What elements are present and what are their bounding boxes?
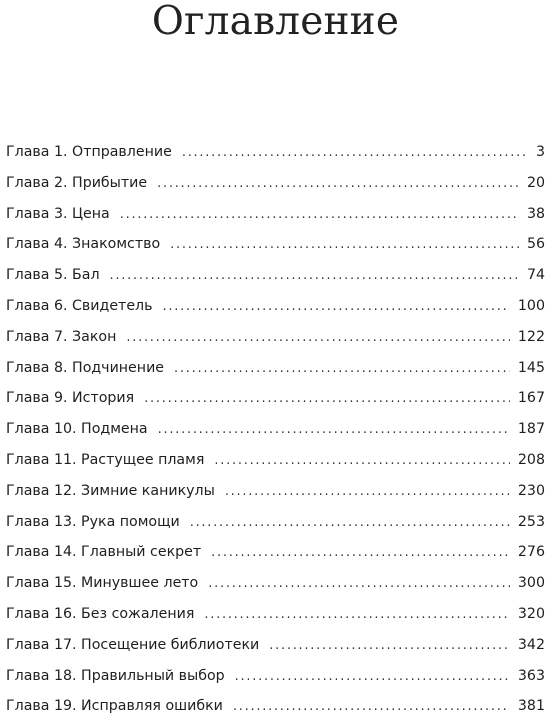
- toc-entry-title: Глава 3. Цена: [6, 205, 110, 222]
- toc-entry-title: Глава 2. Прибытие: [6, 174, 148, 191]
- toc-entry-title: Глава 18. Правильный выбор: [6, 667, 225, 684]
- toc-entry-title: Глава 5. Бал: [6, 267, 100, 284]
- toc-entry[interactable]: [6, 537, 545, 568]
- toc-entry-title: Глава 6. Свидетель: [6, 297, 153, 314]
- toc-entry-title: Глава 10. Подмена: [6, 421, 148, 438]
- dot-leader: [162, 292, 509, 323]
- toc-entry-title: Глава 7. Закон: [6, 328, 117, 345]
- toc-entry[interactable]: [6, 137, 545, 168]
- toc-entry-page-number: 122: [517, 328, 545, 345]
- dot-leader: [233, 692, 510, 723]
- page-title: Оглавление: [151, 0, 400, 44]
- toc-entry[interactable]: [6, 260, 545, 291]
- toc-entry[interactable]: [6, 445, 545, 476]
- dot-leader: [214, 446, 510, 477]
- toc-entry-title: Глава 15. Минувшее лето: [6, 575, 199, 592]
- toc-entry-page-number: 3: [535, 144, 545, 160]
- dot-leader: [157, 169, 519, 200]
- toc-entry[interactable]: [6, 322, 545, 353]
- toc-entry[interactable]: [6, 168, 545, 199]
- dot-leader: [211, 538, 510, 569]
- dot-leader: [110, 261, 519, 292]
- toc-entry-page-number: 187: [517, 421, 545, 438]
- toc-entry-page-number: 230: [517, 482, 545, 499]
- toc-entry[interactable]: [6, 568, 545, 599]
- toc-entry[interactable]: [6, 599, 545, 630]
- toc-entry-title: Глава 12. Зимние каникулы: [6, 482, 215, 499]
- toc-entry-page-number: 320: [517, 605, 545, 622]
- toc-entry-page-number: 100: [517, 297, 545, 314]
- dot-leader: [208, 569, 510, 600]
- toc-entry-page-number: 56: [526, 236, 545, 253]
- dot-leader: [269, 631, 510, 662]
- toc-entry-page-number: 300: [517, 575, 545, 592]
- toc-entry[interactable]: [6, 291, 545, 322]
- toc-entry-page-number: 74: [526, 267, 545, 284]
- table-of-contents: [6, 137, 545, 722]
- dot-leader: [204, 600, 510, 631]
- toc-entry[interactable]: [6, 691, 545, 722]
- toc-entry-page-number: 167: [517, 390, 545, 407]
- dot-leader: [158, 415, 510, 446]
- dot-leader: [174, 354, 510, 385]
- toc-entry-title: Глава 16. Без сожаления: [6, 605, 195, 622]
- toc-entry-title: Глава 9. История: [6, 390, 135, 407]
- toc-entry[interactable]: [6, 383, 545, 414]
- dot-leader: [144, 384, 510, 415]
- toc-entry-title: Глава 13. Рука помощи: [6, 513, 180, 530]
- toc-entry-title: Глава 17. Посещение библиотеки: [6, 636, 260, 653]
- toc-entry-page-number: 145: [517, 359, 545, 376]
- toc-entry-title: Глава 11. Растущее пламя: [6, 451, 205, 468]
- toc-entry-page-number: 363: [517, 667, 545, 684]
- toc-entry-title: Глава 4. Знакомство: [6, 236, 161, 253]
- toc-entry[interactable]: [6, 229, 545, 260]
- dot-leader: [126, 323, 510, 354]
- toc-entry[interactable]: [6, 353, 545, 384]
- toc-entry[interactable]: [6, 630, 545, 661]
- toc-entry[interactable]: [6, 476, 545, 507]
- toc-entry-title: Глава 1. Отправление: [6, 144, 172, 160]
- toc-entry[interactable]: [6, 199, 545, 230]
- toc-entry-title: Глава 8. Подчинение: [6, 359, 165, 376]
- toc-entry[interactable]: [6, 661, 545, 692]
- toc-entry-page-number: 342: [517, 636, 545, 653]
- dot-leader: [120, 200, 519, 231]
- dot-leader: [190, 508, 510, 539]
- toc-entry-page-number: 20: [526, 174, 545, 191]
- dot-leader: [235, 662, 510, 693]
- dot-leader: [182, 138, 525, 169]
- toc-entry-page-number: 253: [517, 513, 545, 530]
- toc-entry[interactable]: [6, 414, 545, 445]
- toc-entry-page-number: 276: [517, 544, 545, 561]
- toc-entry[interactable]: [6, 507, 545, 538]
- toc-entry-page-number: 381: [517, 698, 545, 715]
- dot-leader: [225, 477, 510, 508]
- dot-leader: [170, 230, 519, 261]
- toc-entry-page-number: 208: [517, 451, 545, 468]
- toc-entry-page-number: 38: [526, 205, 545, 222]
- toc-entry-title: Глава 19. Исправляя ошибки: [6, 698, 223, 715]
- toc-entry-title: Глава 14. Главный секрет: [6, 544, 202, 561]
